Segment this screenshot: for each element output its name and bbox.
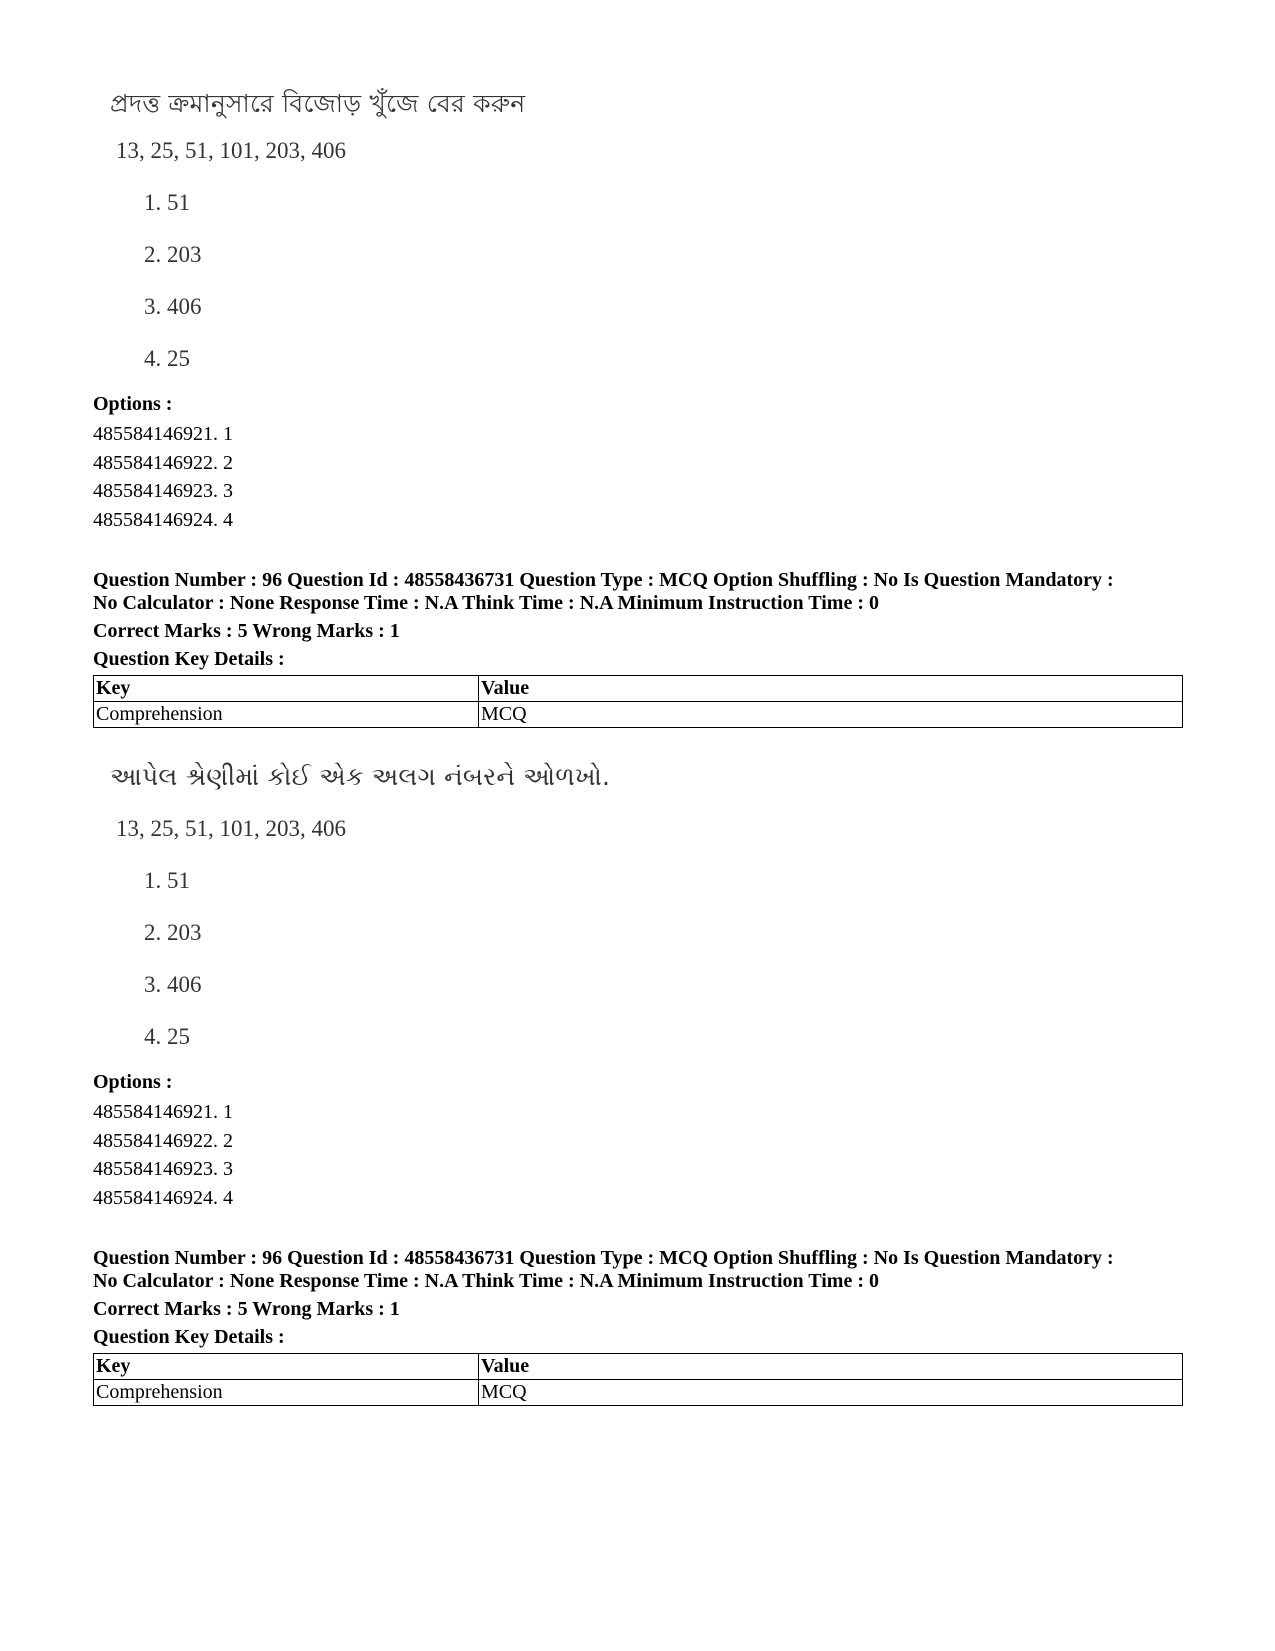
- table-cell: Comprehension: [94, 702, 479, 728]
- choice-2: 2. 203: [144, 242, 202, 267]
- table-header-row: [94, 1354, 1183, 1380]
- table-header-row: [94, 676, 1183, 702]
- option-line: 485584146922. 2: [93, 1129, 233, 1152]
- choice-1: 1. 51: [144, 190, 190, 215]
- options-block: [93, 1071, 1183, 1212]
- options-title: Options :: [93, 1071, 173, 1093]
- option-line: 485584146923. 3: [93, 480, 233, 502]
- marks-line: Correct Marks : 5 Wrong Marks : 1: [93, 1298, 400, 1320]
- table-cell: MCQ: [479, 1380, 1183, 1406]
- choice-4: 4. 25: [144, 1024, 190, 1049]
- option-line: 485584146922. 2: [93, 451, 233, 474]
- question-prompt: આપેલ શ્રેણીમાં કોઈ એક અલગ નંબરને ઓળખો.: [110, 762, 611, 791]
- key-details-table-wrap: [93, 1353, 1183, 1406]
- table-row: [94, 1380, 1183, 1406]
- key-details-table: [93, 1353, 1183, 1406]
- options-title: Options :: [93, 393, 173, 415]
- table-header-cell: Key: [94, 676, 479, 702]
- options-block: [93, 393, 1183, 534]
- table-cell: MCQ: [479, 702, 1183, 728]
- table-header-cell: Value: [479, 676, 1183, 702]
- number-series: 13, 25, 51, 101, 203, 406: [116, 816, 346, 841]
- table-cell: Comprehension: [94, 1380, 479, 1406]
- meta-line: Question Number : 96 Question Id : 48558436731 Question Type : MCQ Option Shuffling : No Is Question Mandatory :: [93, 1247, 1114, 1269]
- table-header-cell: Value: [479, 1354, 1183, 1380]
- question-meta: [93, 569, 1183, 671]
- meta-line: No Calculator : None Response Time : N.A Think Time : N.A Minimum Instruction Time : 0: [93, 592, 879, 614]
- option-line: 485584146923. 3: [93, 1158, 233, 1180]
- option-line: 485584146921. 1: [93, 1101, 233, 1123]
- table-header-cell: Key: [94, 1354, 479, 1380]
- question-meta: [93, 1247, 1183, 1349]
- key-details-table-wrap: [93, 675, 1183, 728]
- question-prompt: প্রদত্ত ক্রমানুসারে বিজোড় খুঁজে বের করুন: [110, 89, 526, 118]
- choice-4: 4. 25: [144, 346, 190, 371]
- choice-3: 3. 406: [144, 294, 202, 319]
- key-details-title: Question Key Details :: [93, 648, 285, 670]
- question-image-gujarati: [110, 762, 810, 1052]
- number-series: 13, 25, 51, 101, 203, 406: [116, 138, 346, 163]
- option-line: 485584146924. 4: [93, 508, 233, 531]
- table-row: [94, 702, 1183, 728]
- key-details-title: Question Key Details :: [93, 1326, 285, 1348]
- choice-2: 2. 203: [144, 920, 202, 945]
- choice-1: 1. 51: [144, 868, 190, 893]
- meta-line: No Calculator : None Response Time : N.A Think Time : N.A Minimum Instruction Time : 0: [93, 1270, 879, 1292]
- meta-line: Question Number : 96 Question Id : 48558436731 Question Type : MCQ Option Shuffling : No Is Question Mandatory :: [93, 569, 1114, 591]
- question-image-bengali: [110, 84, 810, 374]
- choice-3: 3. 406: [144, 972, 202, 997]
- marks-line: Correct Marks : 5 Wrong Marks : 1: [93, 620, 400, 642]
- key-details-table: [93, 675, 1183, 728]
- option-line: 485584146924. 4: [93, 1186, 233, 1209]
- option-line: 485584146921. 1: [93, 423, 233, 445]
